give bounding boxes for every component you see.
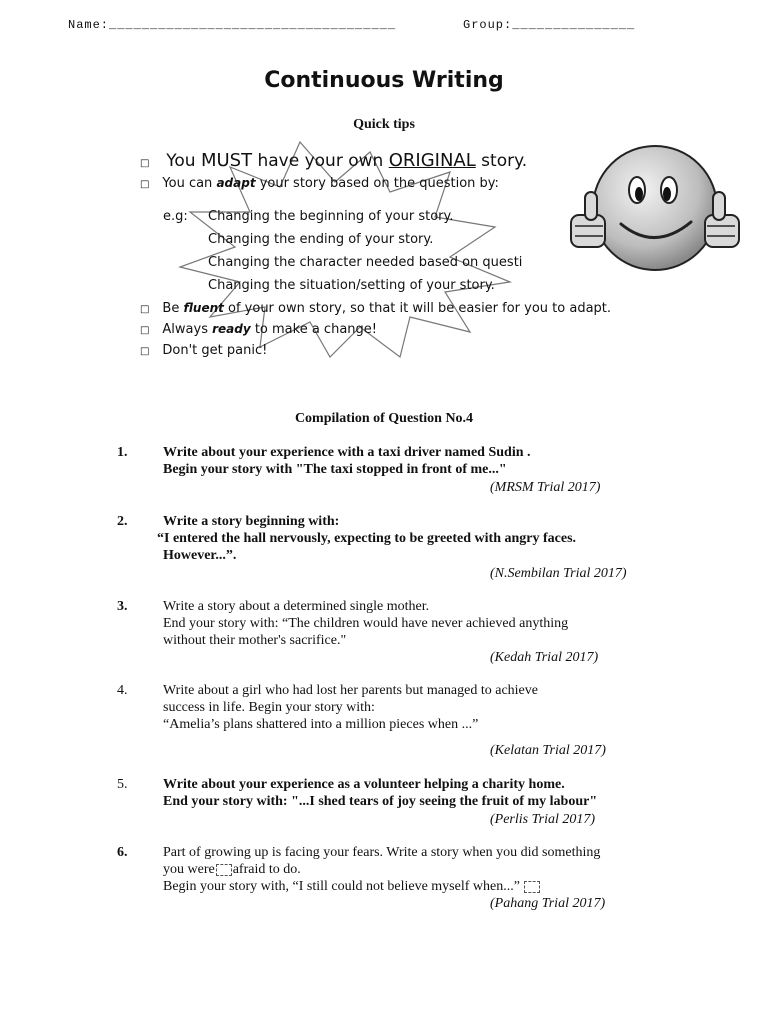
question-line: Write about your experience with a taxi driver named Sudin . [163, 445, 531, 460]
question-source: (Pahang Trial 2017) [490, 896, 606, 911]
question-line: success in life. Begin your story with: [163, 700, 375, 715]
question-line: without their mother's sacrifice." [163, 633, 347, 648]
question-line: Write a story beginning with: [163, 514, 340, 529]
name-field: Name:___________________________________ [68, 18, 397, 32]
question-line: “Amelia’s plans shattered into a million pieces when ...” [163, 717, 479, 732]
tip-ready: □ Always ready to make a change! [140, 322, 377, 337]
question-line: you were afraid to do. [163, 862, 301, 877]
eg-item: Changing the character needed based on questi [208, 255, 523, 270]
tip-adapt: □ You can adapt your story based on the question by: [140, 176, 499, 191]
eg-item: Changing the beginning of your story. [208, 209, 454, 224]
checkbox-icon: □ [140, 179, 150, 190]
quick-tips-heading: Quick tips [353, 117, 415, 132]
group-field: Group:_______________ [463, 18, 636, 32]
question-number: 3. [117, 599, 128, 614]
question-number: 4. [117, 683, 128, 698]
placeholder-glyph-icon [216, 864, 232, 876]
eg-item: Changing the situation/setting of your story. [208, 278, 495, 293]
eg-label: e.g: [163, 209, 188, 224]
question-line: End your story with: "...I shed tears of joy seeing the fruit of my labour" [163, 794, 598, 809]
question-source: (Perlis Trial 2017) [490, 812, 596, 827]
tip-must-original: □ You MUST have your own ORIGINAL story. [140, 150, 528, 171]
question-line: Begin your story with "The taxi stopped in front of me..." [163, 462, 507, 477]
checkbox-icon: □ [140, 325, 150, 336]
page-title: Continuous Writing [264, 68, 504, 93]
tip-no-panic: □ Don't get panic! [140, 343, 268, 358]
question-number: 1. [117, 445, 128, 460]
smiley-thumbs-up-icon [565, 140, 745, 280]
question-source: (N.Sembilan Trial 2017) [490, 566, 627, 581]
question-number: 6. [117, 845, 128, 860]
question-source: (MRSM Trial 2017) [490, 480, 601, 495]
placeholder-glyph-icon [524, 881, 540, 893]
question-line: End your story with: “The children would have never achieved anything [163, 616, 569, 631]
question-source: (Kedah Trial 2017) [490, 650, 599, 665]
question-number: 2. [117, 514, 128, 529]
compilation-heading: Compilation of Question No.4 [294, 411, 474, 426]
eg-item: Changing the ending of your story. [208, 232, 434, 247]
question-line: Write about your experience as a volunteer helping a charity home. [163, 777, 565, 792]
question-number: 5. [117, 777, 128, 792]
question-line: “I entered the hall nervously, expecting to be greeted with angry faces. [157, 531, 577, 546]
question-line: Write a story about a determined single mother. [163, 599, 430, 614]
checkbox-icon: □ [140, 158, 150, 169]
question-line: Part of growing up is facing your fears. Write a story when you did something [163, 845, 601, 860]
checkbox-icon: □ [140, 346, 150, 357]
question-source: (Kelatan Trial 2017) [490, 743, 606, 758]
checkbox-icon: □ [140, 304, 150, 315]
question-line: However...”. [163, 548, 237, 563]
question-line: Write about a girl who had lost her parents but managed to achieve [163, 683, 538, 698]
question-line: Begin your story with, “I still could not believe myself when...” [163, 879, 541, 895]
tip-fluent: □ Be fluent of your own story, so that it will be easier for you to adapt. [140, 301, 612, 316]
